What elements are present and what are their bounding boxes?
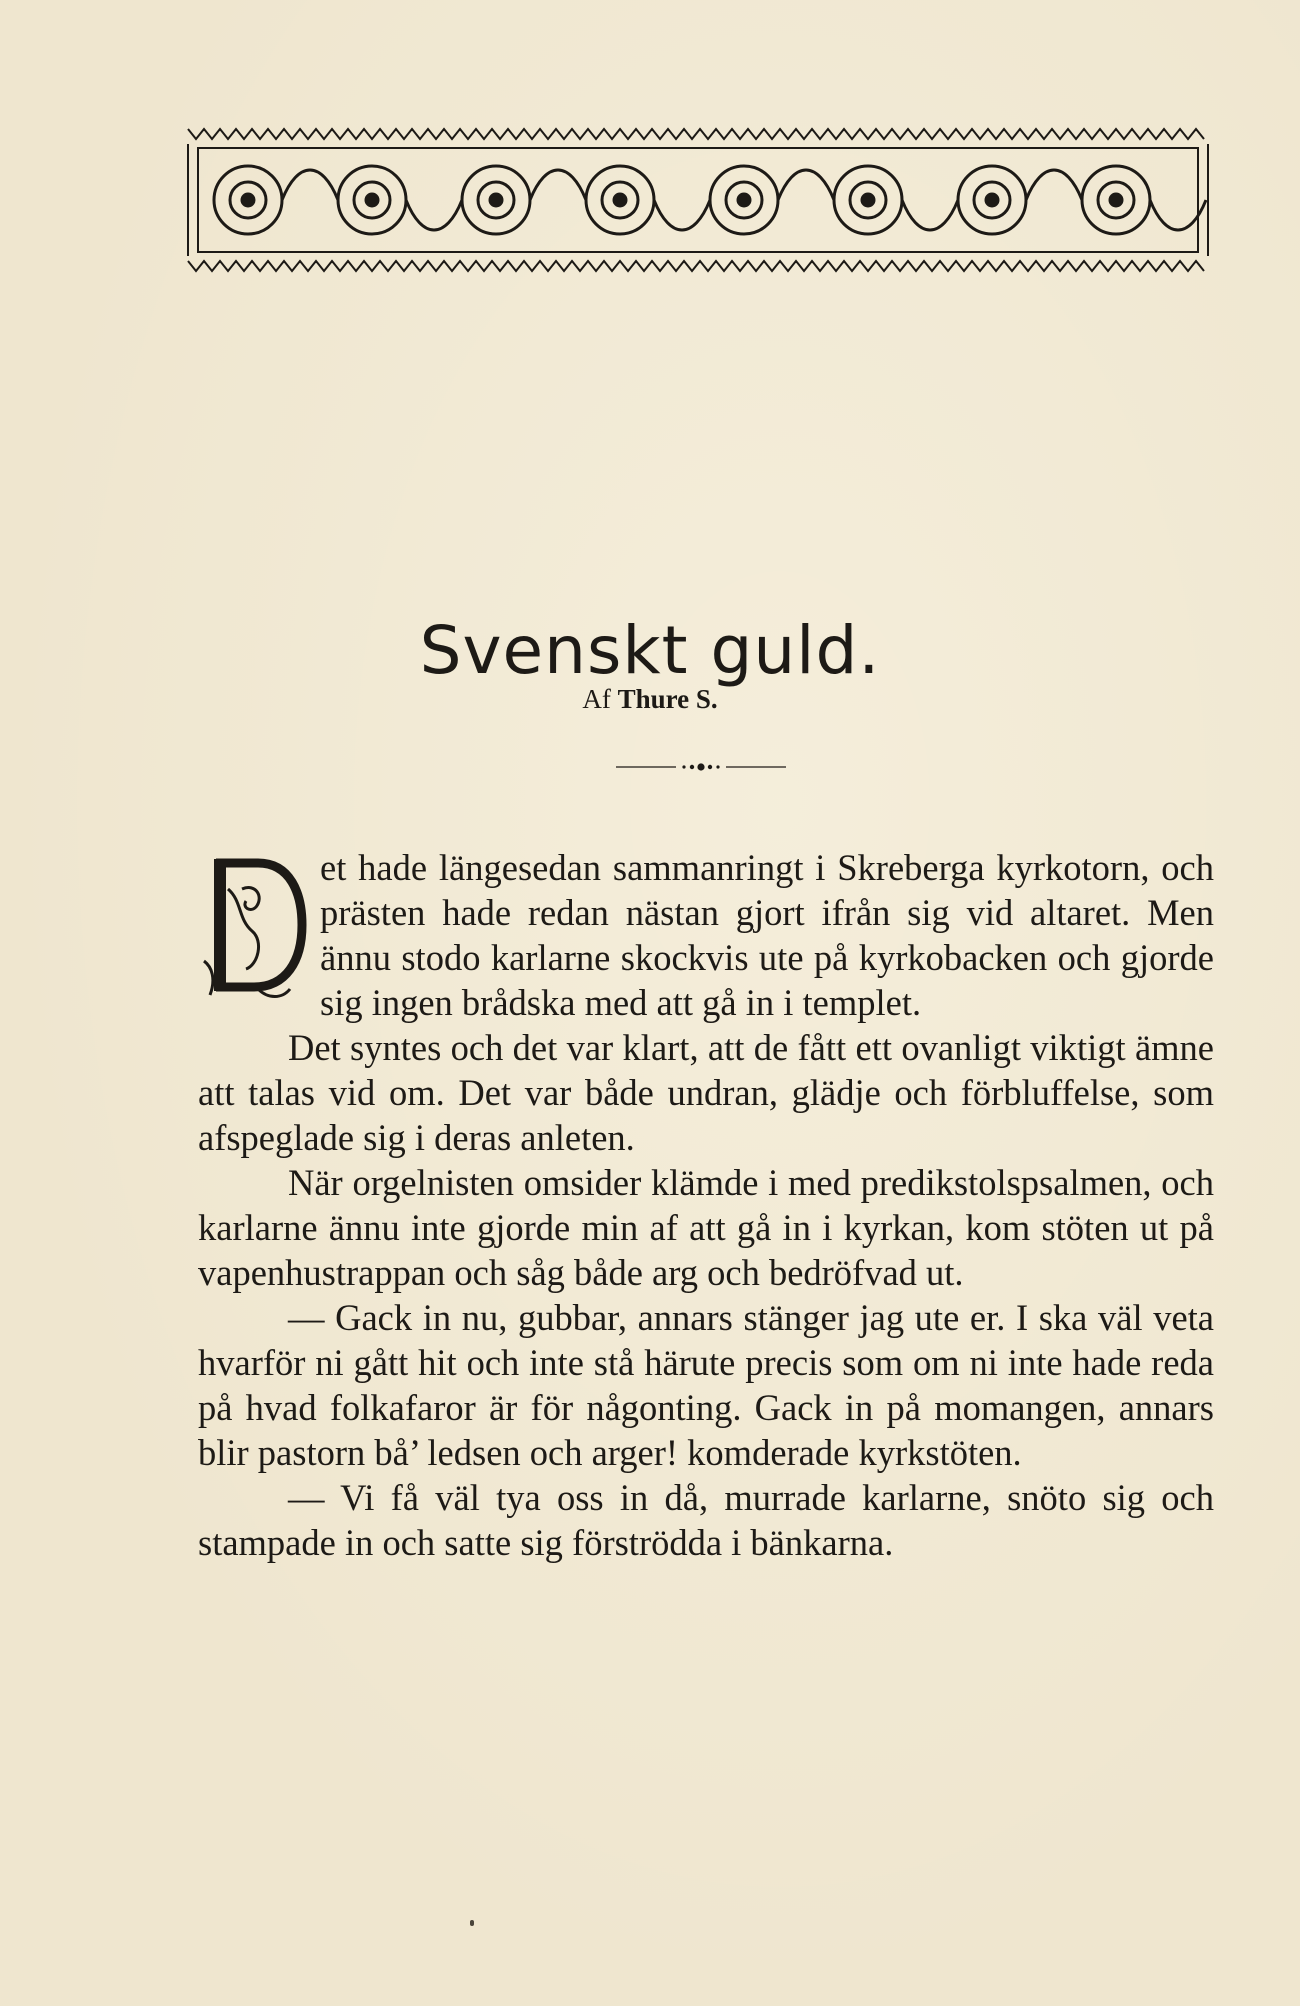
scroll-center [986,194,998,206]
byline [0,684,1300,715]
scroll-link [282,170,338,200]
scroll-link [1026,170,1082,200]
scroll-link [778,170,834,200]
scroll-link [654,200,710,230]
scroll-center [366,194,378,206]
article-body [198,845,1214,1565]
ink-speck [470,1920,474,1926]
paragraph-3: När orgelnisten omsider klämde i med predikstolspsalmen, och karlarne ännu inte gjorde min af att gå in i kyrkan, kom stöten ut på vapenhustrappan och såg både arg och bedröfvad ut. [198,1162,1214,1293]
scroll-link [530,170,586,200]
scroll-link [902,200,958,230]
scroll-center [738,194,750,206]
paragraph-1-text: et hade längesedan sammanringt i Skreberga kyrkotorn, och prästen hade redan nästan gjort ifrån sig vid altaret. Men ännu stodo karlarne skockvis ute på kyrkobacken och gjorde sig ingen brådska med att gå in i templet. [320,847,1214,1023]
paragraph-4: — Gack in nu, gubbar, annars stänger jag ute er. I ska väl veta hvarför ni gått hit och inte stå härute precis som om ni inte hade reda på hvad folkafaror är för någonting. Gack in på momangen, annars blir pastorn bå’ ledsen och arger! komderade kyrkstöten. [198,1297,1214,1473]
paragraph-5: — Vi få väl tya oss in då, murrade karlarne, snöto sig och stampade in och satte sig förströdda i bänkarna. [198,1477,1214,1563]
scroll-center [242,194,254,206]
scroll-center [490,194,502,206]
decorated-dropcap-d [198,849,308,999]
paragraph-1 [198,845,1214,1025]
article-title: Svenskt guld. [419,612,881,690]
section-divider [616,760,786,774]
scroll-link [406,200,462,230]
scroll-center [862,194,874,206]
scroll-center [1110,194,1122,206]
paragraph-2: Det syntes och det var klart, att de fått ett ovanligt viktigt ämne att talas vid om. Det var både undran, glädje och förbluffelse, som afspeglade sig i deras anleten. [198,1027,1214,1158]
byline-author: Thure S. [617,684,718,714]
ornamental-header-band [184,124,1212,276]
scroll-center [614,194,626,206]
byline-prefix: Af [582,684,611,714]
